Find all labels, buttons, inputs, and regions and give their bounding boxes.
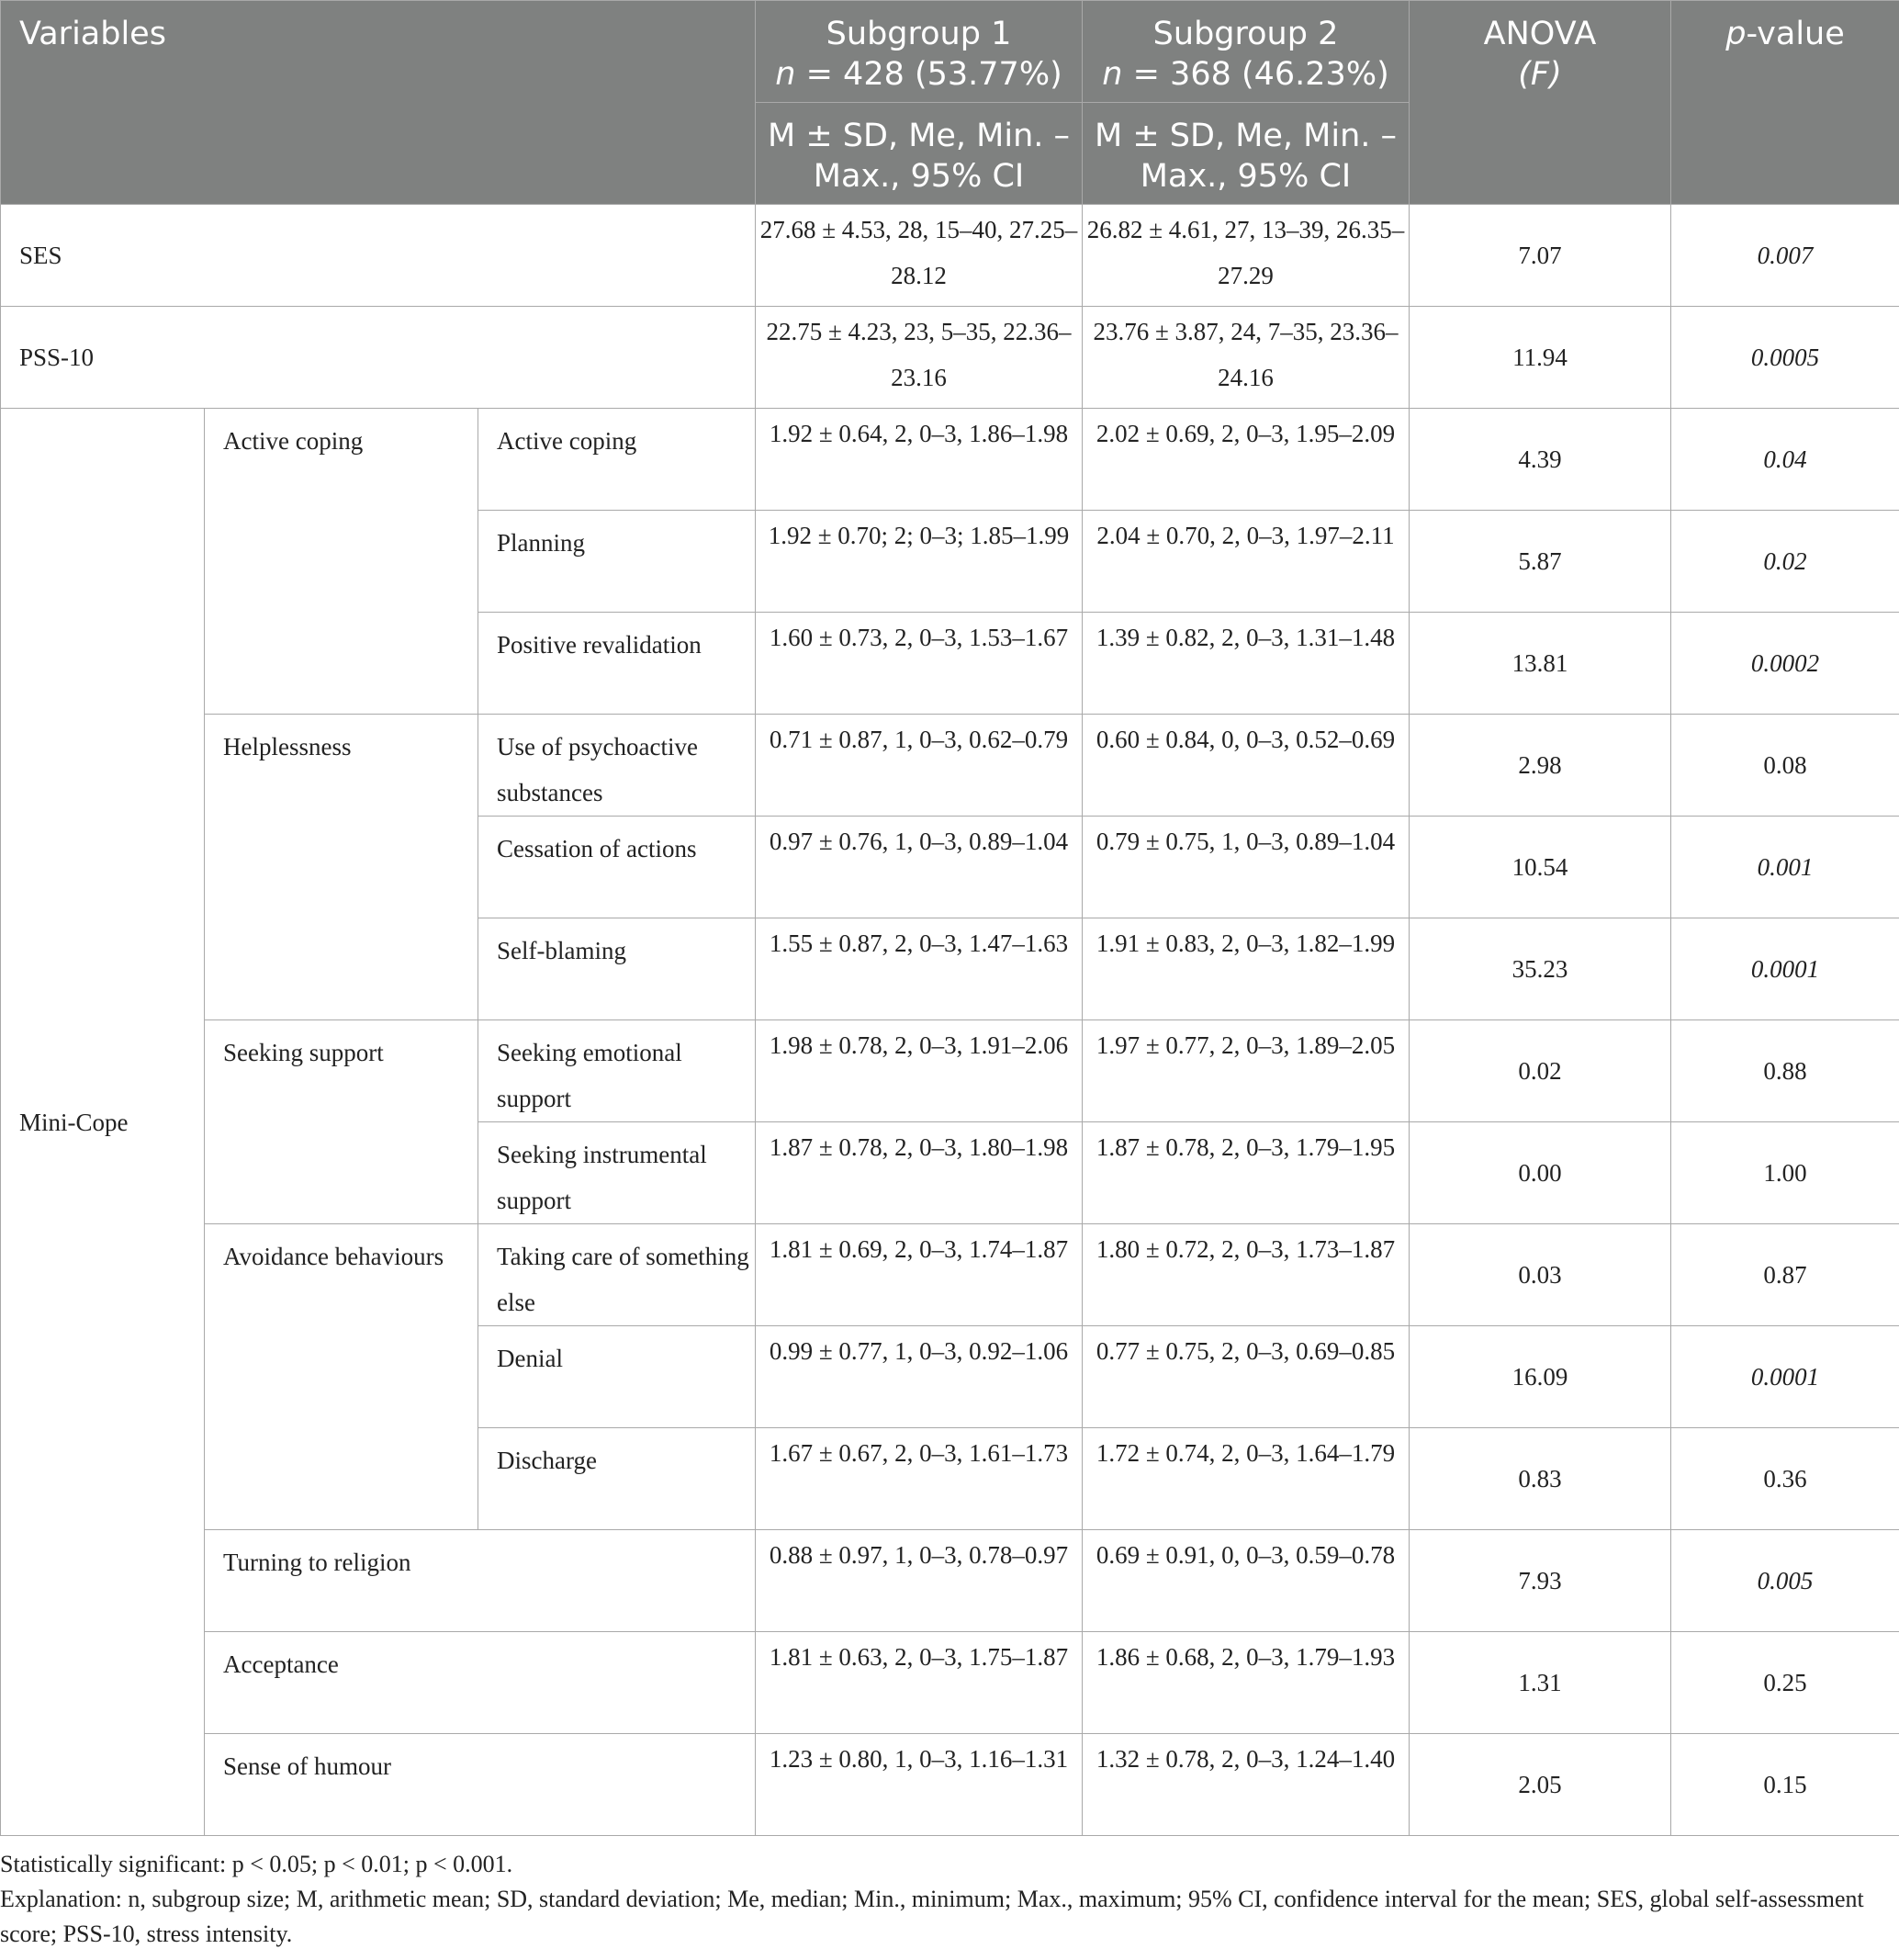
subgroup-1-value: 1.92 ± 0.64, 2, 0–3, 1.86–1.98 <box>756 409 1083 511</box>
subgroup-1-value: 1.81 ± 0.69, 2, 0–3, 1.74–1.87 <box>756 1224 1083 1326</box>
row-label: Planning <box>478 511 756 613</box>
p-value: 0.88 <box>1671 1020 1899 1122</box>
table-row <box>1 715 1899 817</box>
anova-value: 4.39 <box>1410 409 1671 511</box>
subgroup-2-value: 0.69 ± 0.91, 0, 0–3, 0.59–0.78 <box>1083 1530 1410 1632</box>
p-value: 0.0002 <box>1671 613 1899 715</box>
table-body <box>1 205 1899 1836</box>
row-label: Discharge <box>478 1428 756 1530</box>
header-p-value <box>1671 1 1899 205</box>
subgroup-2-value: 2.02 ± 0.69, 2, 0–3, 1.95–2.09 <box>1083 409 1410 511</box>
row-label: Sense of humour <box>205 1734 756 1836</box>
subgroup-2-value: 1.39 ± 0.82, 2, 0–3, 1.31–1.48 <box>1083 613 1410 715</box>
p-value: 0.007 <box>1671 205 1899 307</box>
subgroup-1-value: 27.68 ± 4.53, 28, 15–40, 27.25–28.12 <box>756 205 1083 307</box>
group-label: Active coping <box>205 409 478 715</box>
anova-value: 2.05 <box>1410 1734 1671 1836</box>
anova-value: 11.94 <box>1410 307 1671 409</box>
header-anova-label: ANOVA <box>1483 16 1597 52</box>
subgroup-2-value: 1.32 ± 0.78, 2, 0–3, 1.24–1.40 <box>1083 1734 1410 1836</box>
subgroup-1-value: 0.99 ± 0.77, 1, 0–3, 0.92–1.06 <box>756 1326 1083 1428</box>
p-value: 0.04 <box>1671 409 1899 511</box>
table-row <box>1 1224 1899 1326</box>
row-label: SES <box>1 205 756 307</box>
header-variables: Variables <box>1 1 756 205</box>
table-row <box>1 1734 1899 1836</box>
row-label: Seeking instrumental support <box>478 1122 756 1224</box>
p-symbol: p <box>1725 16 1747 52</box>
anova-value: 7.93 <box>1410 1530 1671 1632</box>
subgroup-1-value: 1.87 ± 0.78, 2, 0–3, 1.80–1.98 <box>756 1122 1083 1224</box>
p-value-suffix: -value <box>1746 16 1845 52</box>
row-label: Turning to religion <box>205 1530 756 1632</box>
subgroup-1-value: 0.97 ± 0.76, 1, 0–3, 0.89–1.04 <box>756 817 1083 918</box>
p-value: 0.0005 <box>1671 307 1899 409</box>
row-label: Cessation of actions <box>478 817 756 918</box>
header-subgroup-2-n <box>1083 54 1409 95</box>
table-footnotes <box>0 1836 1873 1952</box>
header-subgroup-1-title: Subgroup 1 <box>826 16 1012 52</box>
p-value: 1.00 <box>1671 1122 1899 1224</box>
row-label: Active coping <box>478 409 756 511</box>
header-anova <box>1410 1 1671 205</box>
subgroup-2-value: 1.80 ± 0.72, 2, 0–3, 1.73–1.87 <box>1083 1224 1410 1326</box>
header-subgroup-1 <box>756 1 1083 103</box>
header-subgroup-2-title: Subgroup 2 <box>1152 16 1339 52</box>
subgroup-2-value: 1.86 ± 0.68, 2, 0–3, 1.79–1.93 <box>1083 1632 1410 1734</box>
anova-value: 10.54 <box>1410 817 1671 918</box>
anova-value: 0.02 <box>1410 1020 1671 1122</box>
n-symbol: n <box>1102 56 1123 93</box>
subgroup-2-value: 0.77 ± 0.75, 2, 0–3, 0.69–0.85 <box>1083 1326 1410 1428</box>
subgroup-1-value: 0.88 ± 0.97, 1, 0–3, 0.78–0.97 <box>756 1530 1083 1632</box>
subgroup-2-value: 1.87 ± 0.78, 2, 0–3, 1.79–1.95 <box>1083 1122 1410 1224</box>
p-value: 0.005 <box>1671 1530 1899 1632</box>
row-label: Denial <box>478 1326 756 1428</box>
p-value: 0.0001 <box>1671 1326 1899 1428</box>
anova-value: 0.83 <box>1410 1428 1671 1530</box>
anova-value: 16.09 <box>1410 1326 1671 1428</box>
anova-value: 0.00 <box>1410 1122 1671 1224</box>
row-label: Use of psychoactive substances <box>478 715 756 817</box>
subgroup-2-value: 26.82 ± 4.61, 27, 13–39, 26.35–27.29 <box>1083 205 1410 307</box>
mini-cope-label: Mini-Cope <box>1 409 205 1836</box>
p-value: 0.25 <box>1671 1632 1899 1734</box>
p-value: 0.001 <box>1671 817 1899 918</box>
subgroup-1-value: 1.98 ± 0.78, 2, 0–3, 1.91–2.06 <box>756 1020 1083 1122</box>
anova-value: 5.87 <box>1410 511 1671 613</box>
subgroup-1-size: = 428 (53.77%) <box>795 56 1062 93</box>
group-label: Seeking support <box>205 1020 478 1224</box>
table-row <box>1 205 1899 307</box>
p-value: 0.0001 <box>1671 918 1899 1020</box>
header-subgroup-2 <box>1083 1 1410 103</box>
header-subgroup-1-n <box>756 54 1082 95</box>
subgroup-2-value: 1.97 ± 0.77, 2, 0–3, 1.89–2.05 <box>1083 1020 1410 1122</box>
subgroup-1-value: 1.81 ± 0.63, 2, 0–3, 1.75–1.87 <box>756 1632 1083 1734</box>
subgroup-2-value: 0.79 ± 0.75, 1, 0–3, 0.89–1.04 <box>1083 817 1410 918</box>
row-label: Acceptance <box>205 1632 756 1734</box>
group-label: Avoidance behaviours <box>205 1224 478 1530</box>
p-value: 0.08 <box>1671 715 1899 817</box>
header-anova-f: (F) <box>1518 56 1562 93</box>
p-value: 0.15 <box>1671 1734 1899 1836</box>
table-row <box>1 1020 1899 1122</box>
p-value: 0.87 <box>1671 1224 1899 1326</box>
table-row <box>1 307 1899 409</box>
subgroup-2-value: 2.04 ± 0.70, 2, 0–3, 1.97–2.11 <box>1083 511 1410 613</box>
header-stats-1: M ± SD, Me, Min. – Max., 95% CI <box>756 103 1083 205</box>
subgroup-1-value: 22.75 ± 4.23, 23, 5–35, 22.36–23.16 <box>756 307 1083 409</box>
subgroup-1-value: 1.67 ± 0.67, 2, 0–3, 1.61–1.73 <box>756 1428 1083 1530</box>
row-label: Self-blaming <box>478 918 756 1020</box>
anova-value: 7.07 <box>1410 205 1671 307</box>
subgroup-1-value: 1.60 ± 0.73, 2, 0–3, 1.53–1.67 <box>756 613 1083 715</box>
anova-value: 2.98 <box>1410 715 1671 817</box>
subgroup-2-size: = 368 (46.23%) <box>1122 56 1389 93</box>
table-row <box>1 409 1899 511</box>
row-label: PSS-10 <box>1 307 756 409</box>
subgroup-2-value: 1.91 ± 0.83, 2, 0–3, 1.82–1.99 <box>1083 918 1410 1020</box>
group-label: Helplessness <box>205 715 478 1020</box>
subgroup-1-value: 1.92 ± 0.70; 2; 0–3; 1.85–1.99 <box>756 511 1083 613</box>
table-header <box>1 1 1899 205</box>
subgroup-1-value: 1.23 ± 0.80, 1, 0–3, 1.16–1.31 <box>756 1734 1083 1836</box>
anova-value: 35.23 <box>1410 918 1671 1020</box>
row-label: Taking care of something else <box>478 1224 756 1326</box>
p-value: 0.36 <box>1671 1428 1899 1530</box>
anova-value: 13.81 <box>1410 613 1671 715</box>
table-row <box>1 1632 1899 1734</box>
subgroup-2-value: 0.60 ± 0.84, 0, 0–3, 0.52–0.69 <box>1083 715 1410 817</box>
subgroup-2-value: 1.72 ± 0.74, 2, 0–3, 1.64–1.79 <box>1083 1428 1410 1530</box>
significance-note: Statistically significant: p < 0.05; p < 0.01; p < 0.001. <box>0 1851 513 1877</box>
p-value: 0.02 <box>1671 511 1899 613</box>
table-row <box>1 1530 1899 1632</box>
anova-value: 0.03 <box>1410 1224 1671 1326</box>
subgroup-2-value: 23.76 ± 3.87, 24, 7–35, 23.36–24.16 <box>1083 307 1410 409</box>
row-label: Positive revalidation <box>478 613 756 715</box>
subgroup-1-value: 0.71 ± 0.87, 1, 0–3, 0.62–0.79 <box>756 715 1083 817</box>
row-label: Seeking emotional support <box>478 1020 756 1122</box>
header-stats-2: M ± SD, Me, Min. – Max., 95% CI <box>1083 103 1410 205</box>
n-symbol: n <box>775 56 796 93</box>
anova-value: 1.31 <box>1410 1632 1671 1734</box>
explanation-note: Explanation: n, subgroup size; M, arithmetic mean; SD, standard deviation; Me, median; Min., minimum; Max., maximum; 95% CI, confidence interval for the mean; SES, global self-assessment score; PSS-10, stress intensity. <box>0 1886 1864 1947</box>
subgroup-1-value: 1.55 ± 0.87, 2, 0–3, 1.47–1.63 <box>756 918 1083 1020</box>
